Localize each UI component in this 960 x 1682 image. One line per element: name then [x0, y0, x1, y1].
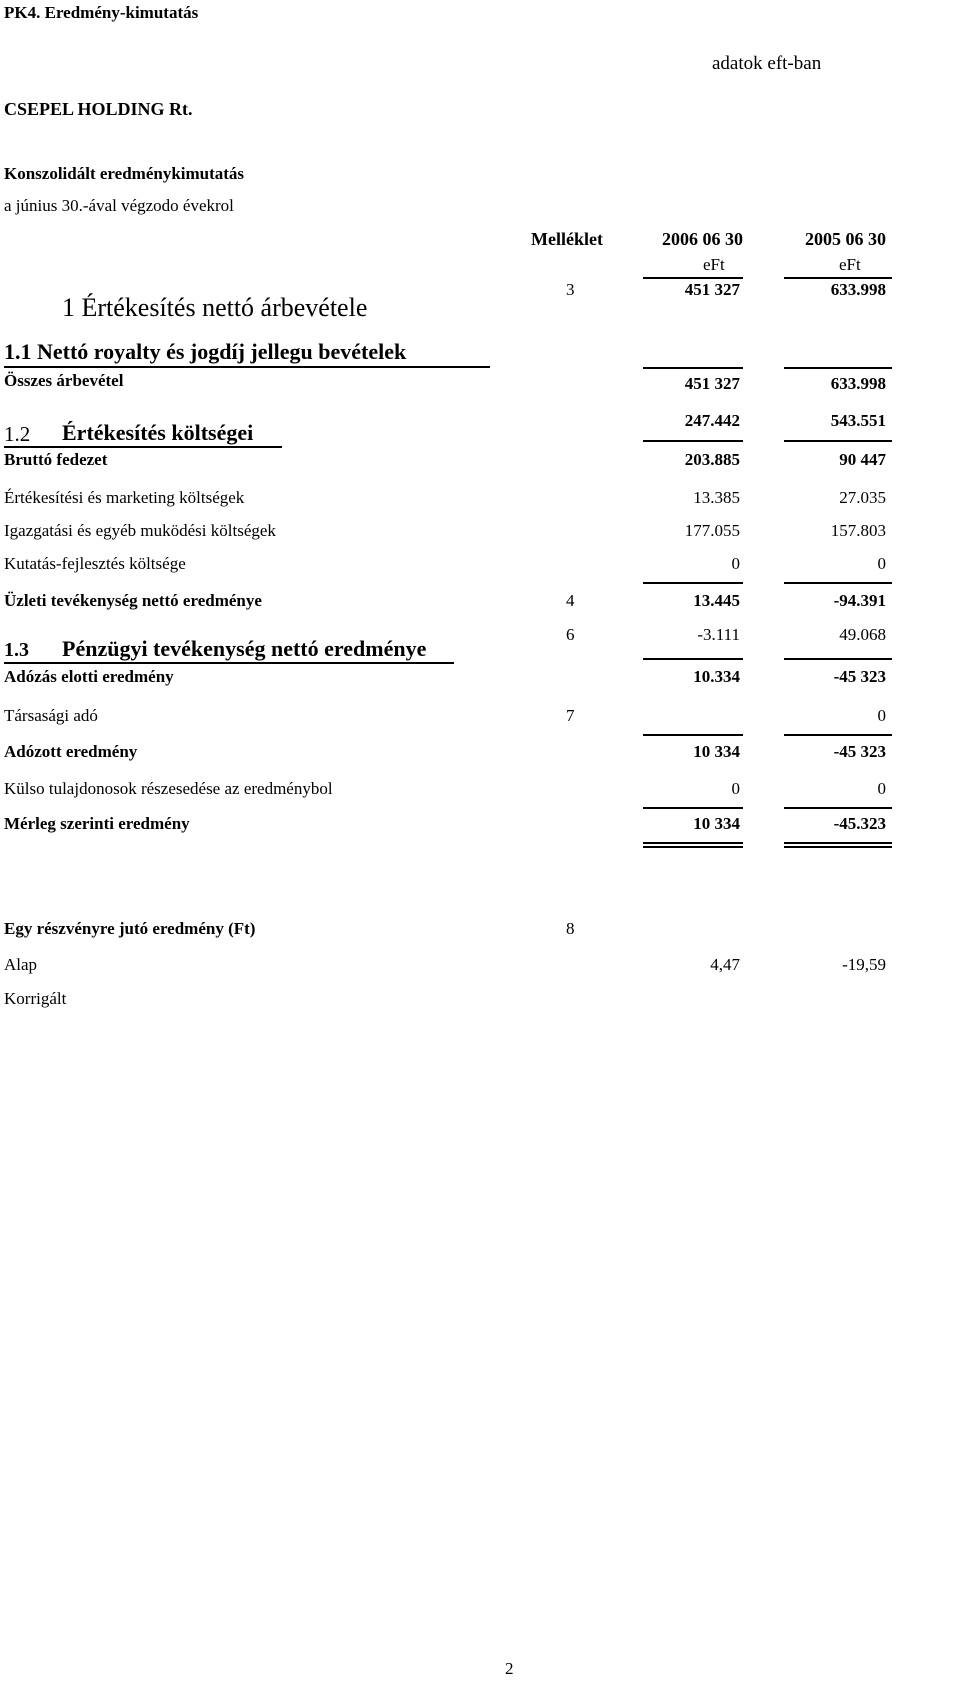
col-header-2005: 2005 06 30 [805, 229, 886, 249]
col-unit-2005: eFt [839, 255, 861, 274]
row-rnd-2005: 0 [877, 554, 886, 573]
row-royalty-label: 1.1 Nettó royalty és jogdíj jellegu bevételek [4, 339, 407, 364]
row-pretax-2006: 10.334 [693, 667, 740, 686]
row-cost-of-sales-underline [4, 446, 282, 448]
row-selling-label: Értékesítési és marketing költségek [4, 488, 245, 507]
row-after-tax-2006: 10 334 [693, 742, 740, 761]
eps-basic-2005: -19,59 [842, 955, 886, 974]
rule-royalty-2006 [643, 367, 743, 369]
rule-minority-2005 [784, 807, 892, 809]
row-cost-of-sales-label: Értékesítés költségei [62, 420, 254, 445]
row-gross-margin-label: Bruttó fedezet [4, 450, 108, 469]
page-number: 2 [505, 1659, 514, 1678]
row-financial-note: 6 [566, 625, 575, 644]
row-admin-2006: 177.055 [684, 521, 740, 540]
row-financial-2005: 49.068 [839, 625, 886, 644]
row-rnd-2006: 0 [731, 554, 740, 573]
company-name: CSEPEL HOLDING Rt. [4, 99, 193, 119]
header-rule-2005 [784, 277, 892, 279]
row-financial-num: 1.3 [4, 639, 29, 661]
row-selling-2005: 27.035 [839, 488, 886, 507]
double-rule-2005 [784, 842, 892, 848]
row-cost-of-sales-2005: 543.551 [830, 411, 886, 430]
row-cost-of-sales-num: 1.2 [4, 422, 31, 446]
row-rnd-label: Kutatás-fejlesztés költsége [4, 554, 186, 573]
row-tax-2005: 0 [877, 706, 886, 725]
row-selling-2006: 13.385 [693, 488, 740, 507]
row-minority-2005: 0 [877, 779, 886, 798]
row-operating-2005: -94.391 [833, 591, 886, 610]
row-financial-underline [4, 662, 454, 664]
eps-diluted-label: Korrigált [4, 989, 67, 1008]
row-sales-label: 1 Értékesítés nettó árbevétele [62, 293, 368, 322]
row-after-tax-2005: -45 323 [833, 742, 886, 761]
row-admin-2005: 157.803 [830, 521, 886, 540]
rule-tax-2006 [643, 734, 743, 736]
row-gross-margin-2005: 90 447 [839, 450, 886, 469]
col-unit-2006: eFt [703, 255, 725, 274]
row-total-revenue-label: Összes árbevétel [4, 371, 124, 390]
rule-cost-2005 [784, 440, 892, 442]
row-total-revenue-2006: 451 327 [684, 374, 740, 393]
statement-title: Konszolidált eredménykimutatás [4, 164, 245, 183]
rule-minority-2006 [643, 807, 743, 809]
row-minority-2006: 0 [731, 779, 740, 798]
row-net-label: Mérleg szerinti eredmény [4, 814, 190, 833]
header-rule-2006 [643, 277, 743, 279]
rule-royalty-2005 [784, 367, 892, 369]
row-financial-2006: -3.111 [697, 625, 740, 644]
col-header-2006: 2006 06 30 [662, 229, 743, 249]
col-header-note: Melléklet [531, 229, 603, 249]
rule-rnd-2006 [643, 582, 743, 584]
row-sales-2006: 451 327 [684, 280, 740, 299]
row-cost-of-sales-2006: 247.442 [684, 411, 740, 430]
eps-note: 8 [566, 919, 575, 938]
row-total-revenue-2005: 633.998 [830, 374, 886, 393]
rule-financial-2005 [784, 658, 892, 660]
period-text: a június 30.-ával végzodo évekrol [4, 196, 234, 215]
row-operating-label: Üzleti tevékenység nettó eredménye [4, 591, 262, 610]
row-after-tax-label: Adózott eredmény [4, 742, 138, 761]
row-net-2006: 10 334 [693, 814, 740, 833]
row-gross-margin-2006: 203.885 [684, 450, 740, 469]
row-financial-label: Pénzügyi tevékenység nettó eredménye [62, 636, 427, 661]
row-royalty-underline [4, 366, 490, 368]
eps-basic-label: Alap [4, 955, 38, 974]
row-operating-2006: 13.445 [693, 591, 740, 610]
rule-cost-2006 [643, 440, 743, 442]
units-note: adatok eft-ban [712, 53, 822, 74]
row-tax-label: Társasági adó [4, 706, 98, 725]
row-minority-label: Külso tulajdonosok részesedése az eredménybol [4, 779, 333, 798]
row-sales-note: 3 [566, 280, 575, 299]
rule-rnd-2005 [784, 582, 892, 584]
rule-tax-2005 [784, 734, 892, 736]
row-pretax-label: Adózás elotti eredmény [4, 667, 174, 686]
page-title: PK4. Eredmény-kimutatás [4, 3, 199, 22]
row-pretax-2005: -45 323 [833, 667, 886, 686]
eps-label: Egy részvényre jutó eredmény (Ft) [4, 919, 256, 938]
eps-basic-2006: 4,47 [710, 955, 740, 974]
row-tax-note: 7 [566, 706, 575, 725]
row-admin-label: Igazgatási és egyéb muködési költségek [4, 521, 276, 540]
row-net-2005: -45.323 [833, 814, 886, 833]
row-sales-2005: 633.998 [830, 280, 886, 299]
double-rule-2006 [643, 842, 743, 848]
rule-financial-2006 [643, 658, 743, 660]
row-operating-note: 4 [566, 591, 575, 610]
